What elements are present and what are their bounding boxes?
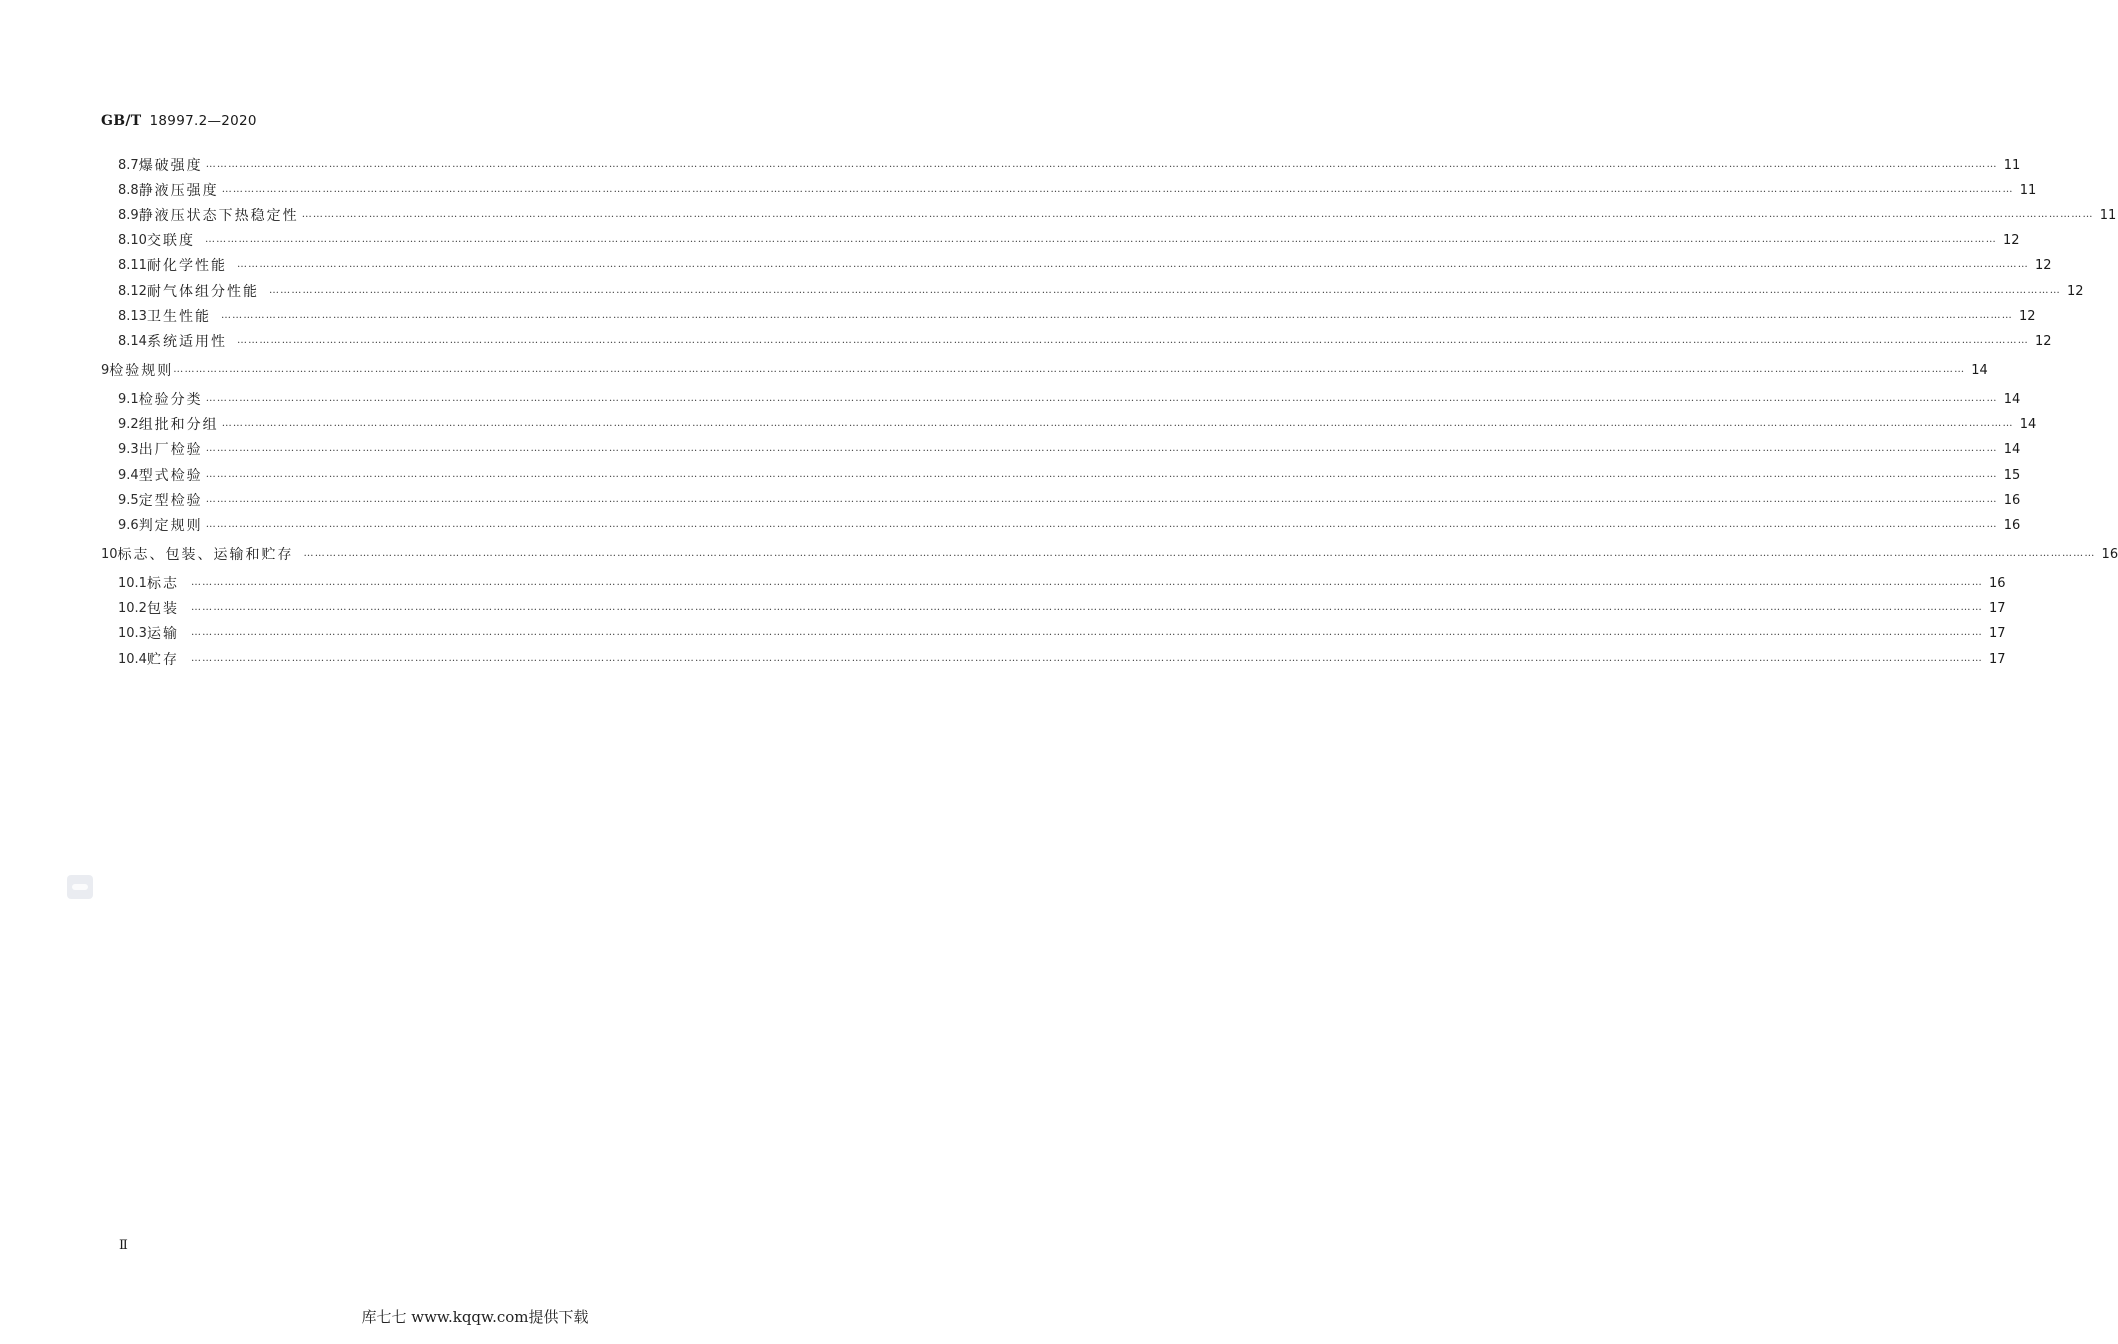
- toc-entry-page: 12: [2002, 233, 2020, 248]
- toc-entry-8-11[interactable]: [118, 256, 2052, 276]
- toc-entry-number: 9.1: [118, 392, 139, 407]
- toc-entry-number: 10.3: [118, 626, 147, 641]
- toc-entry-8-12[interactable]: [118, 282, 2084, 302]
- toc-entry-number: 9.6: [118, 518, 139, 533]
- toc-entry-title: 型式检验: [138, 468, 203, 484]
- toc-entry-title: 定型检验: [138, 493, 203, 509]
- toc-entry-page: 12: [2066, 284, 2084, 299]
- toc-entry-title: 运输: [146, 626, 179, 642]
- toc-entry-number: 9.2: [118, 417, 139, 432]
- toc-entry-8-14[interactable]: [118, 332, 2052, 352]
- sac-watermark-icon: [67, 875, 93, 899]
- toc-dot-leader: …………………………………………………………………………………………………………………………………………………………………………………………………………………………………………………………………………………………………………………………………………………………………………………………………………………………………………: [205, 393, 1998, 404]
- toc-entry-page: 14: [2019, 417, 2037, 432]
- toc-dot-leader: …………………………………………………………………………………………………………………………………………………………………………………………………………………………………………………………………………………………………………………………………………………………………………………………………………………………………………: [190, 627, 1983, 638]
- standard-code-number: 18997.2—2020: [149, 113, 257, 129]
- toc-entry-title: 包装: [146, 601, 179, 617]
- toc-entry-10-2[interactable]: [118, 599, 2006, 619]
- toc-entry-page: 12: [2034, 258, 2052, 273]
- toc-dot-leader: …………………………………………………………………………………………………………………………………………………………………………………………………………………………………………………………………………………………………………………………………………………………………………………………………………………………………………: [205, 443, 1998, 454]
- toc-entry-title: 卫生性能: [146, 309, 211, 325]
- toc-dot-leader: …………………………………………………………………………………………………………………………………………………………………………………………………………………………………………………………………………………………………………………………………………………………………………………………………………………………………………: [221, 184, 2014, 195]
- toc-entry-number: 8.11: [118, 258, 147, 273]
- toc-entry-8-10[interactable]: [118, 231, 2020, 251]
- toc-dot-leader: …………………………………………………………………………………………………………………………………………………………………………………………………………………………………………………………………………………………………………………………………………………………………………………………………………………………………………: [303, 548, 2096, 559]
- toc-entry-page: 16: [2003, 518, 2021, 533]
- toc-dot-leader: …………………………………………………………………………………………………………………………………………………………………………………………………………………………………………………………………………………………………………………………………………………………………………………………………………………………………………: [205, 469, 1998, 480]
- toc-entry-page: 16: [2003, 493, 2021, 508]
- toc-entry-title: 标志: [146, 576, 179, 592]
- toc-dot-leader: …………………………………………………………………………………………………………………………………………………………………………………………………………………………………………………………………………………………………………………………………………………………………………………………………………………………………………: [236, 259, 2029, 270]
- toc-entry-number: 8.13: [118, 309, 147, 324]
- toc-entry-page: 11: [2019, 183, 2037, 198]
- toc-entry-title: 交联度: [146, 233, 195, 249]
- toc-dot-leader: …………………………………………………………………………………………………………………………………………………………………………………………………………………………………………………………………………………………………………………………………………………………………………………………………………………………………………: [173, 364, 1966, 375]
- toc-dot-leader: …………………………………………………………………………………………………………………………………………………………………………………………………………………………………………………………………………………………………………………………………………………………………………………………………………………………………………: [220, 310, 2013, 321]
- footer-download-note: 库七七 www.kqqw.com提供下载: [361, 1308, 589, 1326]
- toc-entry-10-1[interactable]: [118, 574, 2006, 594]
- toc-entry-9-4[interactable]: [118, 466, 2021, 486]
- toc-entry-page: 14: [2003, 442, 2021, 457]
- toc-entry-page: 17: [1988, 652, 2006, 667]
- toc-entry-number: 9.3: [118, 442, 139, 457]
- toc-entry-10-4[interactable]: [118, 650, 2006, 670]
- toc-entry-page: 14: [2003, 392, 2021, 407]
- toc-entry-title: 检验分类: [138, 392, 203, 408]
- toc-entry-number: 8.8: [118, 183, 139, 198]
- toc-entry-number: 9.4: [118, 468, 139, 483]
- toc-entry-8-13[interactable]: [118, 307, 2036, 327]
- toc-entry-title: 标志、包装、运输和贮存: [117, 547, 294, 563]
- toc-entry-title: 静液压状态下热稳定性: [138, 208, 299, 224]
- toc-dot-leader: …………………………………………………………………………………………………………………………………………………………………………………………………………………………………………………………………………………………………………………………………………………………………………………………………………………………………………: [205, 159, 1998, 170]
- toc-entry-8-9[interactable]: [118, 206, 2117, 226]
- toc-entry-9[interactable]: [101, 361, 1988, 381]
- toc-entry-number: 8.7: [118, 158, 139, 173]
- toc-entry-title: 组批和分组: [138, 417, 219, 433]
- toc-entry-page: 12: [2034, 334, 2052, 349]
- toc-entry-9-6[interactable]: [118, 516, 2021, 536]
- page-number: Ⅱ: [119, 1238, 128, 1253]
- toc-entry-10[interactable]: [101, 545, 2118, 565]
- toc-entry-title: 贮存: [146, 652, 179, 668]
- toc-entry-number: 10: [101, 547, 118, 562]
- toc-entry-title: 检验规则: [109, 363, 174, 379]
- toc-dot-leader: …………………………………………………………………………………………………………………………………………………………………………………………………………………………………………………………………………………………………………………………………………………………………………………………………………………………………………: [190, 602, 1983, 613]
- toc-entry-page: 11: [2099, 208, 2117, 223]
- toc-entry-number: 9: [101, 363, 110, 378]
- toc-dot-leader: …………………………………………………………………………………………………………………………………………………………………………………………………………………………………………………………………………………………………………………………………………………………………………………………………………………………………………: [268, 285, 2061, 296]
- toc-dot-leader: …………………………………………………………………………………………………………………………………………………………………………………………………………………………………………………………………………………………………………………………………………………………………………………………………………………………………………: [301, 209, 2094, 220]
- toc-entry-number: 8.12: [118, 284, 147, 299]
- toc-entry-title: 耐化学性能: [146, 258, 227, 274]
- toc-entry-number: 10.1: [118, 576, 147, 591]
- toc-entry-8-7[interactable]: [118, 156, 2021, 176]
- toc-entry-number: 10.4: [118, 652, 147, 667]
- toc-entry-number: 10.2: [118, 601, 147, 616]
- toc-dot-leader: …………………………………………………………………………………………………………………………………………………………………………………………………………………………………………………………………………………………………………………………………………………………………………………………………………………………………………: [204, 234, 1997, 245]
- toc-entry-title: 出厂检验: [138, 442, 203, 458]
- toc-entry-page: 16: [2101, 547, 2118, 562]
- toc-entry-9-5[interactable]: [118, 491, 2021, 511]
- toc-dot-leader: …………………………………………………………………………………………………………………………………………………………………………………………………………………………………………………………………………………………………………………………………………………………………………………………………………………………………………: [190, 577, 1983, 588]
- toc-entry-page: 17: [1988, 601, 2006, 616]
- toc-entry-page: 16: [1988, 576, 2006, 591]
- toc-entry-title: 爆破强度: [138, 158, 203, 174]
- toc-entry-8-8[interactable]: [118, 181, 2037, 201]
- toc-entry-page: 12: [2018, 309, 2036, 324]
- toc-entry-number: 8.10: [118, 233, 147, 248]
- toc-dot-leader: …………………………………………………………………………………………………………………………………………………………………………………………………………………………………………………………………………………………………………………………………………………………………………………………………………………………………………: [221, 418, 2014, 429]
- standard-code-prefix: GB/T: [101, 113, 142, 129]
- toc-dot-leader: …………………………………………………………………………………………………………………………………………………………………………………………………………………………………………………………………………………………………………………………………………………………………………………………………………………………………………: [205, 494, 1998, 505]
- toc-dot-leader: …………………………………………………………………………………………………………………………………………………………………………………………………………………………………………………………………………………………………………………………………………………………………………………………………………………………………………: [205, 519, 1998, 530]
- toc-entry-title: 系统适用性: [146, 334, 227, 350]
- toc-entry-number: 8.14: [118, 334, 147, 349]
- toc-entry-number: 9.5: [118, 493, 139, 508]
- toc-dot-leader: …………………………………………………………………………………………………………………………………………………………………………………………………………………………………………………………………………………………………………………………………………………………………………………………………………………………………………: [190, 653, 1983, 664]
- toc-entry-title: 静液压强度: [138, 183, 219, 199]
- toc-entry-page: 17: [1988, 626, 2006, 641]
- toc-entry-number: 8.9: [118, 208, 139, 223]
- toc-entry-title: 判定规则: [138, 518, 203, 534]
- toc-entry-page: 15: [2003, 468, 2021, 483]
- toc-entry-page: 11: [2003, 158, 2021, 173]
- toc-entry-9-1[interactable]: [118, 390, 2021, 410]
- toc-entry-page: 14: [1971, 363, 1988, 378]
- toc-entry-9-3[interactable]: [118, 440, 2021, 460]
- toc-entry-title: 耐气体组分性能: [146, 284, 259, 300]
- toc-dot-leader: …………………………………………………………………………………………………………………………………………………………………………………………………………………………………………………………………………………………………………………………………………………………………………………………………………………………………………: [236, 335, 2029, 346]
- toc-entry-10-3[interactable]: [118, 624, 2006, 644]
- toc-entry-9-2[interactable]: [118, 415, 2037, 435]
